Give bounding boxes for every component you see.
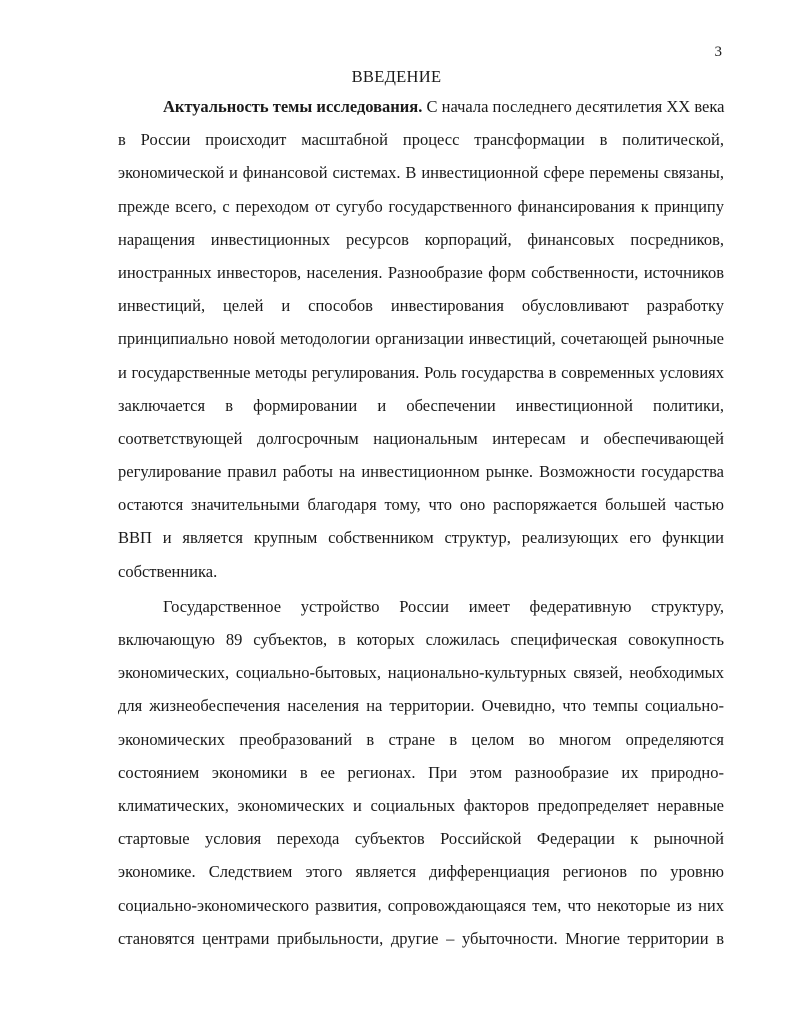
text-line: инвестиций, целей и способов инвестирования обусловливают разработку: [118, 296, 724, 316]
text-line: состоянием экономики в ее регионах. При этом разнообразие их природно-: [118, 762, 724, 782]
text-line: экономических преобразований в стране в целом во многом определяются: [118, 729, 724, 749]
text-line: остаются значительными благодаря тому, что оно распоряжается большей частью: [118, 495, 724, 515]
text-line: Государственное устройство России имеет федеративную структуру,: [163, 596, 724, 616]
text-line: социально-экономического развития, сопровождающаяся тем, что некоторые из них: [118, 895, 724, 915]
text-line: становятся центрами прибыльности, другие – убыточности. Многие территории в: [118, 928, 724, 948]
lead-rest: С начала последнего десятилетия XX века: [422, 97, 725, 116]
section-heading: ВВЕДЕНИЕ: [351, 67, 442, 86]
text-line: климатических, экономических и социальных факторов предопределяет неравные: [118, 795, 724, 815]
lead-bold-phrase: Актуальность темы исследования.: [163, 97, 423, 116]
text-line: ВВП и является крупным собственником структур, реализующих его функции: [118, 528, 724, 548]
paragraph-1: [118, 90, 724, 588]
text-line: прежде всего, с переходом от сугубо государственного финансирования к принципу: [118, 196, 724, 216]
text-line: заключается в формировании и обеспечении инвестиционной политики,: [118, 395, 724, 415]
text-line: экономической и финансовой системах. В инвестиционной сфере перемены связаны,: [118, 163, 724, 183]
text-line: [118, 90, 724, 123]
text-line: наращения инвестиционных ресурсов корпораций, финансовых посредников,: [118, 229, 724, 249]
paragraph-2: [118, 590, 724, 955]
text-line: для жизнеобеспечения населения на территории. Очевидно, что темпы социально-: [118, 696, 724, 716]
text-line: собственника.: [118, 561, 218, 581]
text-line: экономических, социально-бытовых, национально-культурных связей, необходимых: [118, 663, 724, 683]
document-body: [118, 90, 724, 955]
page-number: 3: [714, 44, 722, 60]
text-line: регулирование правил работы на инвестиционном рынке. Возможности государства: [118, 462, 724, 482]
text-line: принципиально новой методологии организации инвестиций, сочетающей рыночные: [118, 329, 724, 349]
text-line: иностранных инвесторов, населения. Разнообразие форм собственности, источников: [118, 262, 724, 282]
text-line: включающую 89 субъектов, в которых сложилась специфическая совокупность: [118, 630, 724, 649]
text-line: экономике. Следствием этого является дифференциация регионов по уровню: [118, 862, 724, 882]
text-line: соответствующей долгосрочным национальным интересам и обеспечивающей: [118, 428, 724, 448]
text-line: в России происходит масштабной процесс трансформации в политической,: [118, 130, 724, 150]
text-line: стартовые условия перехода субъектов Российской Федерации к рыночной: [118, 829, 724, 849]
text-line: и государственные методы регулирования. Роль государства в современных условиях: [118, 362, 724, 382]
